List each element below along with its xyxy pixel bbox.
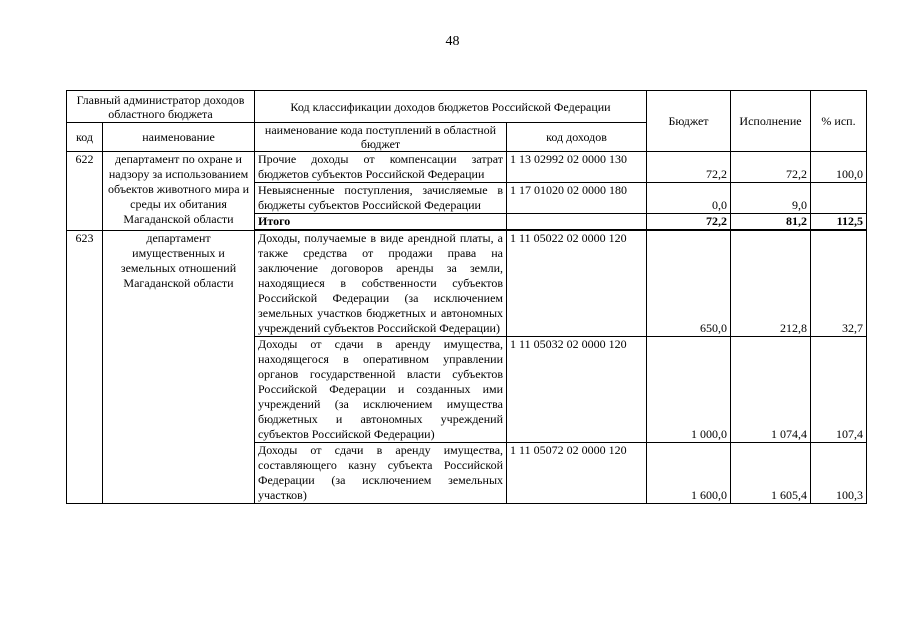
header-classification: Код классификации доходов бюджетов Российской Федерации (255, 91, 647, 123)
table-row (67, 230, 867, 337)
percent-value: 100,0 (811, 152, 867, 183)
percent-value (811, 183, 867, 214)
percent-value: 107,4 (811, 337, 867, 443)
total-label: Итого (255, 214, 507, 231)
income-description: Доходы, получаемые в виде арендной платы, а также средства от продажи права на заключение договоров аренды за земли, находящиеся в собственности субъектов Российской Федерации (за исключением земельных участков бюджетных и автономных учреждений субъектов Российской Федерации) (255, 230, 507, 337)
header-admin-group: Главный администратор доходов областного бюджета (67, 91, 255, 123)
execution-value: 212,8 (731, 230, 811, 337)
total-execution: 81,2 (731, 214, 811, 231)
total-budget: 72,2 (647, 214, 731, 231)
budget-value: 0,0 (647, 183, 731, 214)
budget-value: 1 000,0 (647, 337, 731, 443)
percent-value: 100,3 (811, 443, 867, 504)
header-income-code: код доходов (507, 123, 647, 152)
income-description: Доходы от сдачи в аренду имущества, находящегося в оперативном управлении органов государственной власти субъектов Российской Федерации и созданных ими учреждений (за исключением имущества бюджетных и автономных учреждений субъектов Российской Федерации) (255, 337, 507, 443)
income-code: 1 11 05032 02 0000 120 (507, 337, 647, 443)
income-code: 1 11 05022 02 0000 120 (507, 230, 647, 337)
header-kod: код (67, 123, 103, 152)
income-code: 1 11 05072 02 0000 120 (507, 443, 647, 504)
budget-value: 1 600,0 (647, 443, 731, 504)
execution-value: 1 074,4 (731, 337, 811, 443)
total-code-cell (507, 214, 647, 231)
header-budget: Бюджет (647, 91, 731, 152)
income-description: Доходы от сдачи в аренду имущества, составляющего казну субъекта Российской Федерации (за исключением земельных участков) (255, 443, 507, 504)
header-row-1 (67, 91, 867, 123)
admin-name: департамент по охране и надзору за использованием объектов животного мира и среды их обитания Магаданской области (103, 152, 255, 231)
admin-code: 622 (67, 152, 103, 231)
execution-value: 9,0 (731, 183, 811, 214)
page-number: 48 (445, 34, 460, 49)
revenue-table (66, 90, 867, 504)
percent-value: 32,7 (811, 230, 867, 337)
header-naimenovanie: наименование (103, 123, 255, 152)
income-code: 1 13 02992 02 0000 130 (507, 152, 647, 183)
total-percent: 112,5 (811, 214, 867, 231)
budget-value: 650,0 (647, 230, 731, 337)
income-description: Невыясненные поступления, зачисляемые в бюджеты субъектов Российской Федерации (255, 183, 507, 214)
header-execution: Исполнение (731, 91, 811, 152)
table-row (67, 152, 867, 183)
budget-value: 72,2 (647, 152, 731, 183)
header-income-name: наименование кода поступлений в областной бюджет (255, 123, 507, 152)
admin-code: 623 (67, 230, 103, 504)
execution-value: 1 605,4 (731, 443, 811, 504)
income-description: Прочие доходы от компенсации затрат бюджетов субъектов Российской Федерации (255, 152, 507, 183)
header-percent: % исп. (811, 91, 867, 152)
execution-value: 72,2 (731, 152, 811, 183)
income-code: 1 17 01020 02 0000 180 (507, 183, 647, 214)
admin-name: департамент имущественных и земельных отношений Магаданской области (103, 230, 255, 504)
